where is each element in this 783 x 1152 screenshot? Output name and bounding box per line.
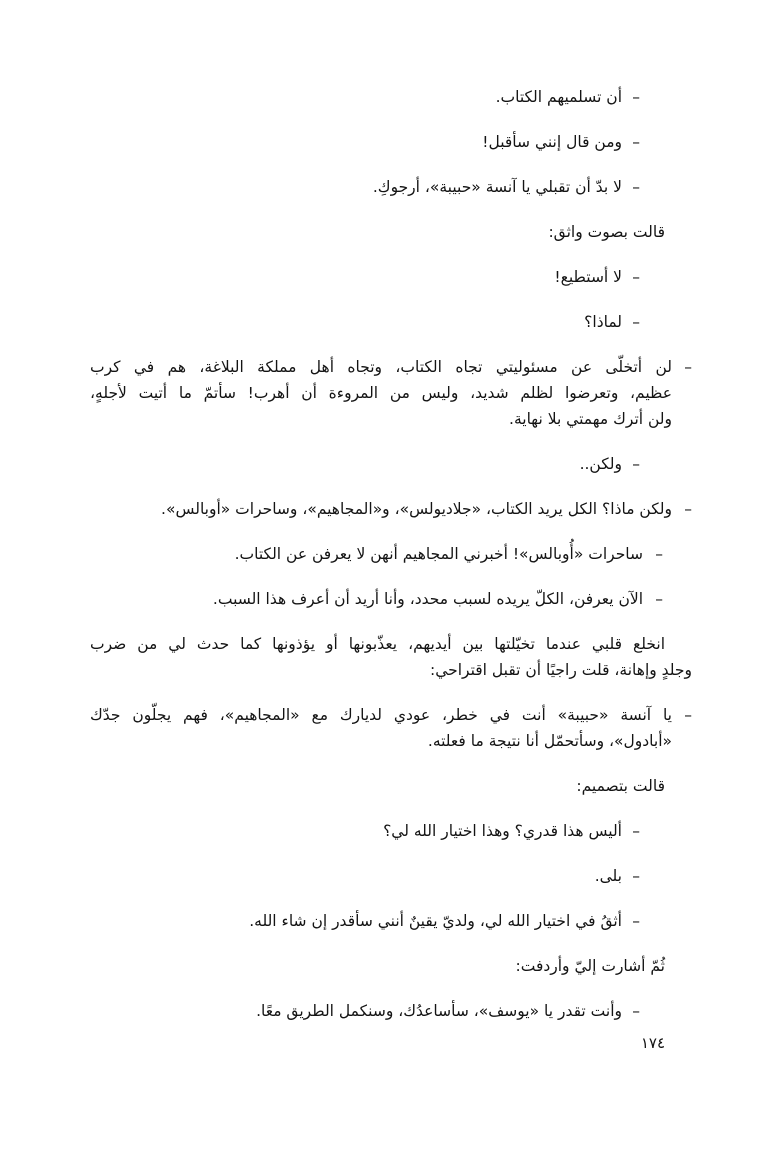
text-line: لا أستطيع! <box>554 268 622 286</box>
text-line: أثقُ في اختيار الله لي، ولديّ يقينٌ أنني سأقدر إن شاء الله. <box>249 912 622 930</box>
dialogue-dash: – <box>632 822 640 840</box>
dialogue-dash: – <box>655 545 663 563</box>
dialogue-line <box>0 496 783 522</box>
text-line: الآن يعرفن، الكلّ يريده لسبب محدد، وأنا أريد أن أعرف هذا السبب. <box>212 590 643 608</box>
dialogue-dash: – <box>632 268 640 286</box>
narration <box>0 219 783 245</box>
dialogue-dash: – <box>684 358 692 376</box>
text-line: عظيم، وتعرضوا لظلم شديد، وليس من المروءة أن أهرب! سأتمّ ما أتيت لأجلهٍ، <box>90 384 672 402</box>
dialogue-dash: – <box>632 88 640 106</box>
text-line: لا بدّ أن تقبلي يا آنسة «حبيبة»، أرجوكِ. <box>372 178 622 196</box>
narration <box>0 773 783 799</box>
text-line: لن أتخلّى عن مسئوليتي تجاه الكتاب، وتجاه أهل مملكة البلاغة، هم في كرب <box>90 358 672 376</box>
dialogue-line <box>0 309 783 335</box>
text-line: ومن قال إنني سأقبل! <box>482 133 622 151</box>
text-line: «أبادول»، وسأتحمّل أنا نتيجة ما فعلته. <box>427 732 672 750</box>
text-line: أليس هذا قدري؟ وهذا اختيار الله لي؟ <box>383 822 622 840</box>
dialogue-dash: – <box>684 706 692 724</box>
dialogue-line <box>0 541 783 567</box>
text-line: انخلع قلبي عندما تخيّلتها بين أيديهم، يعذّبونها أو يؤذونها كما حدث لي من ضرب <box>90 635 665 653</box>
dialogue-line <box>0 818 783 844</box>
text-line: ولن أترك مهمتي بلا نهاية. <box>509 410 672 428</box>
book-page <box>0 84 783 1043</box>
dialogue-line <box>0 129 783 155</box>
text-line: ولكن ماذا؟ الكل يريد الكتاب، «جلاديولس»، و«المجاهيم»، وساحرات «أوبالس». <box>161 500 672 518</box>
dialogue-line <box>0 702 783 754</box>
text-line: وجلدٍ وإهانة، قلت راجيًا أن تقبل اقتراحي: <box>430 661 692 679</box>
dialogue-dash: – <box>632 313 640 331</box>
dialogue-dash: – <box>684 500 692 518</box>
text-line: لماذا؟ <box>584 313 622 331</box>
dialogue-line <box>0 174 783 200</box>
dialogue-line <box>0 264 783 290</box>
dialogue-dash: – <box>632 912 640 930</box>
dialogue-dash: – <box>632 867 640 885</box>
dialogue-line <box>0 354 783 432</box>
page-number: ١٧٤ <box>640 1034 665 1052</box>
text-line: ساحرات «أُوبالس»! أخبرني المجاهيم أنهن لا يعرفن عن الكتاب. <box>234 545 643 563</box>
text-line: بلى. <box>594 867 622 885</box>
text-line: يا آنسة «حبيبة» أنت في خطر، عودي لديارك مع «المجاهيم»، فهم يجلّون جدّك <box>90 706 672 724</box>
text-line: قالت بصوت واثق: <box>548 223 665 241</box>
text-line: ثُمّ أشارت إليّ وأردفت: <box>515 957 665 975</box>
narration <box>0 631 783 683</box>
dialogue-dash: – <box>632 1002 640 1020</box>
dialogue-line <box>0 908 783 934</box>
dialogue-line <box>0 586 783 612</box>
text-line: ولكن.. <box>579 455 622 473</box>
text-line: وأنت تقدر يا «يوسف»، سأساعدُك، وسنكمل الطريق معًا. <box>256 1002 622 1020</box>
dialogue-line <box>0 998 783 1024</box>
text-line: قالت بتصميم: <box>576 777 665 795</box>
text-line: أن تسلميهم الكتاب. <box>495 88 622 106</box>
dialogue-dash: – <box>655 590 663 608</box>
dialogue-dash: – <box>632 455 640 473</box>
dialogue-dash: – <box>632 178 640 196</box>
dialogue-line <box>0 451 783 477</box>
dialogue-dash: – <box>632 133 640 151</box>
dialogue-line <box>0 863 783 889</box>
dialogue-line <box>0 84 783 110</box>
narration <box>0 953 783 979</box>
